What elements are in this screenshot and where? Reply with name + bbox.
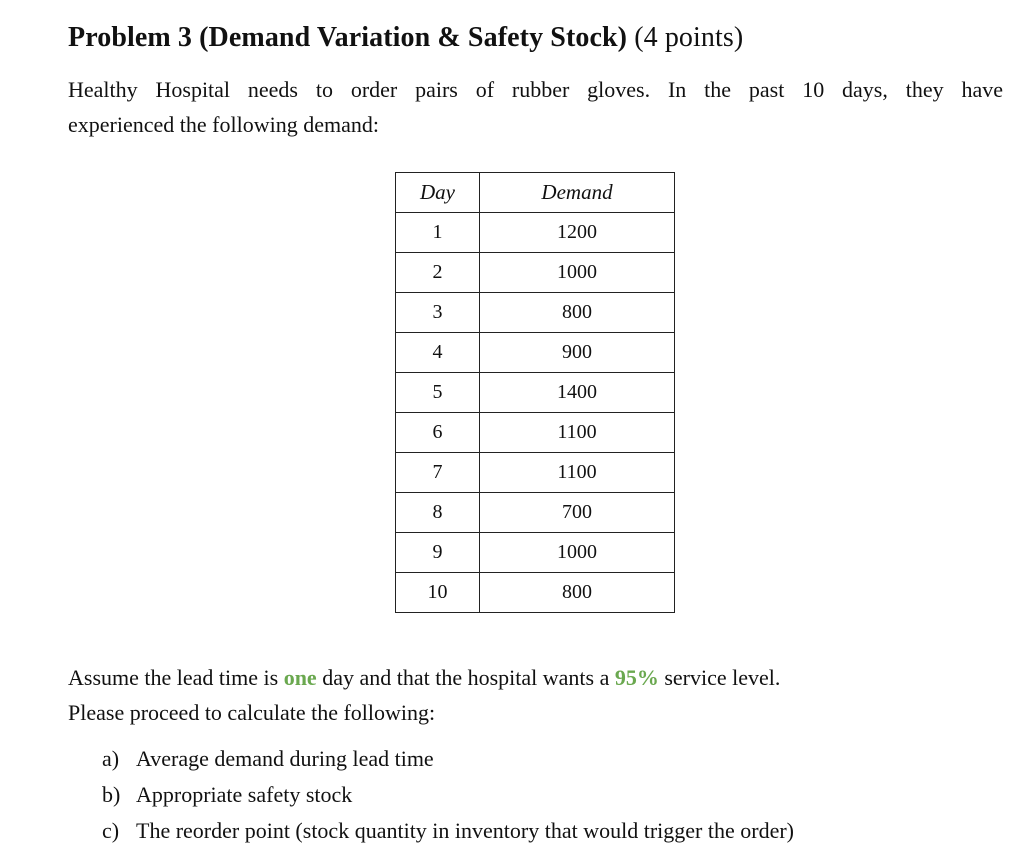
problem-points: (4 points) [634,22,744,53]
table-row [396,533,675,573]
task-text: The reorder point (stock quantity in inventory that would trigger the order) [136,818,794,843]
list-item [102,777,794,813]
table-row [396,573,675,613]
day-cell: 6 [396,413,480,453]
demand-cell: 900 [480,333,675,373]
day-cell: 5 [396,373,480,413]
demand-cell: 1000 [480,253,675,293]
service-level-value: 95% [614,665,659,690]
table-header-row [396,173,675,213]
table-row [396,373,675,413]
table-row [396,333,675,373]
table-row [396,253,675,293]
day-cell: 1 [396,213,480,253]
table-row [396,213,675,253]
list-item [102,813,794,849]
table-row [396,293,675,333]
problem-title-main: Problem 3 (Demand Variation & Safety Stock) [68,22,628,53]
problem-title [68,22,743,54]
demand-table [395,172,675,613]
assumption-line-2: Please proceed to calculate the following: [68,700,436,725]
task-marker: b) [102,782,121,807]
table-row [396,453,675,493]
header-demand: Demand [480,173,675,213]
header-day: Day [396,173,480,213]
task-marker: a) [102,746,120,771]
intro-paragraph [68,72,1003,142]
demand-cell: 1400 [480,373,675,413]
assumption-text-3: service level. [658,665,781,690]
day-cell: 7 [396,453,480,493]
day-cell: 8 [396,493,480,533]
table-row [396,493,675,533]
list-item [102,741,794,777]
demand-cell: 1200 [480,213,675,253]
lead-time-value: one [283,665,317,690]
task-text: Average demand during lead time [136,746,434,771]
assumption-text-2: day and that the hospital wants a [316,665,615,690]
day-cell: 4 [396,333,480,373]
assumption-paragraph [68,660,780,730]
task-marker: c) [102,818,120,843]
day-cell: 10 [396,573,480,613]
day-cell: 2 [396,253,480,293]
demand-cell: 800 [480,573,675,613]
intro-line-1: Healthy Hospital needs to order pairs of rubber gloves. In the past 10 days, they have [68,77,1003,102]
day-cell: 3 [396,293,480,333]
task-text: Appropriate safety stock [136,782,353,807]
assumption-text-1: Assume the lead time is [68,665,284,690]
demand-cell: 1100 [480,453,675,493]
demand-cell: 1100 [480,413,675,453]
assumption-line-1 [68,660,780,695]
demand-cell: 700 [480,493,675,533]
demand-cell: 1000 [480,533,675,573]
table-row [396,413,675,453]
intro-line-2: experienced the following demand: [68,112,379,137]
demand-cell: 800 [480,293,675,333]
day-cell: 9 [396,533,480,573]
task-list [102,741,794,849]
